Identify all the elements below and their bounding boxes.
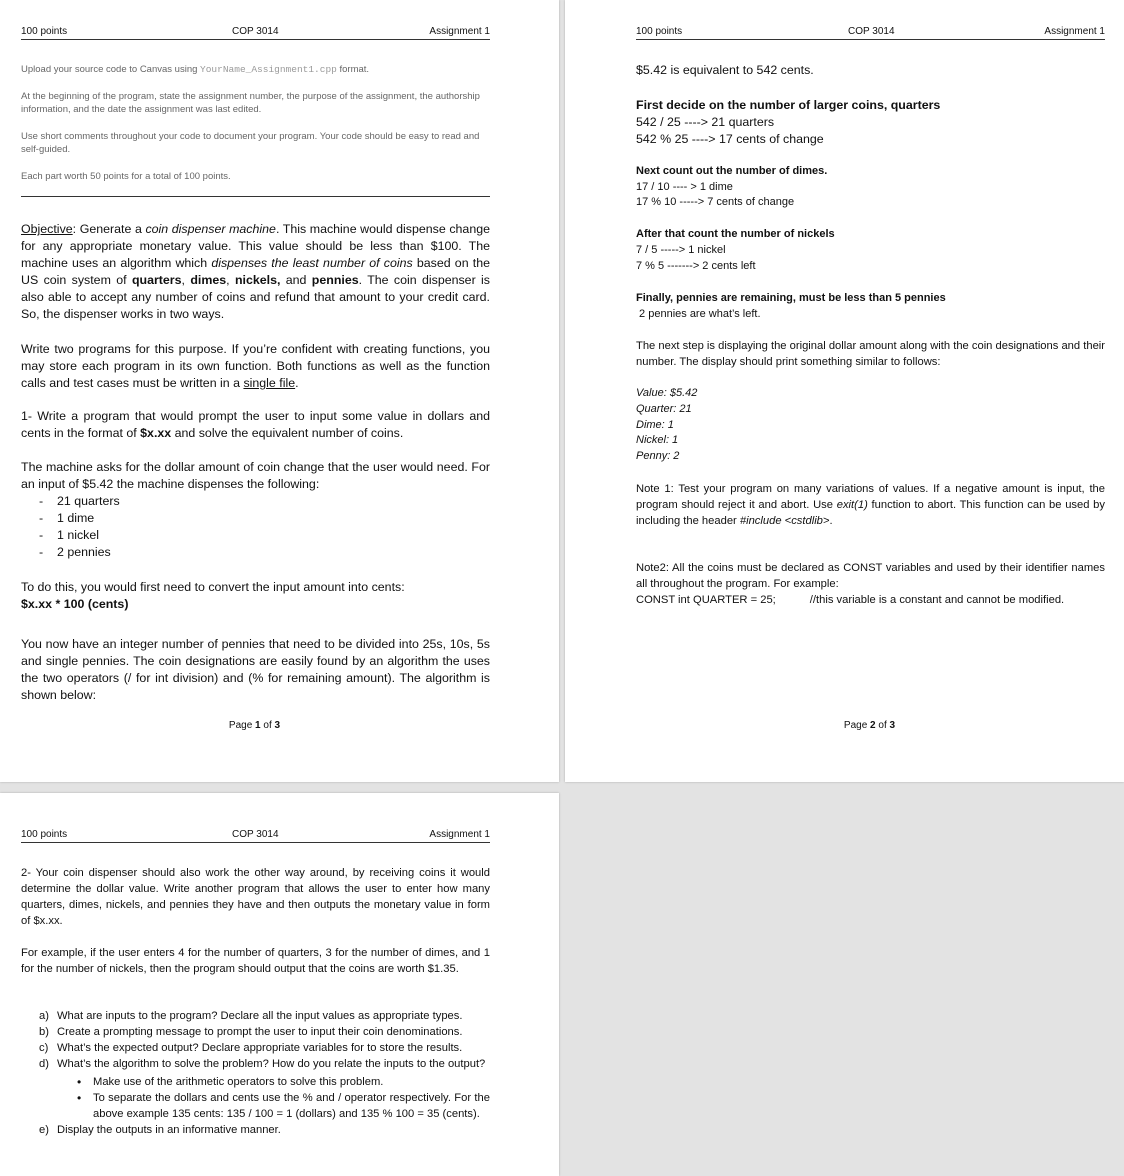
display-line: Penny: 2 xyxy=(636,450,680,463)
section-divider xyxy=(21,196,490,197)
header-course: COP 3014 xyxy=(848,26,895,37)
display-line: Dime: 1 xyxy=(636,418,674,431)
format-emphasis: $x.xx xyxy=(140,426,172,440)
part1-text: and solve the equivalent number of coins. xyxy=(171,426,404,440)
code-comment: //this variable is a constant and cannot be modified. xyxy=(809,594,1065,606)
document-page-1 xyxy=(0,0,559,782)
nickels-line-2: 7 % 5 -------> 2 cents left xyxy=(636,260,756,272)
footer-text: Page xyxy=(843,720,871,731)
dimes-heading: Next count out the number of dimes. xyxy=(636,165,828,177)
objective-text: , xyxy=(226,273,235,287)
list-item: • To separate the dollars and cents use the % and / operator respectively. For the above example 135 cents: 135 / 100 = 1 (dollars) and 135 % 100 = 35 (cents). xyxy=(57,1090,490,1122)
part1-paragraph xyxy=(21,408,490,442)
note2-code-line xyxy=(636,592,1105,608)
note1-text: . xyxy=(829,515,833,527)
note2-paragraph: Note2: All the coins must be declared as CONST variables and used by their identifier names all throughout the program. For example: xyxy=(636,562,1105,590)
dimes-line-1: 17 / 10 ---- > 1 dime xyxy=(636,181,733,193)
list-item xyxy=(21,1040,490,1056)
document-page-2 xyxy=(565,0,1124,782)
write-two-paragraph xyxy=(21,341,490,392)
include-header: #include <cstdlib> xyxy=(739,515,830,527)
objective-text: and xyxy=(280,273,312,287)
formula: $x.xx * 100 (cents) xyxy=(21,597,129,611)
header-assignment: Assignment 1 xyxy=(429,26,490,37)
objective-text: . The coin dispenser is also able to accept any number of coins and refund that amount to your credit card. So, the dispenser works in two ways. xyxy=(21,273,491,321)
objective-text: , xyxy=(181,273,191,287)
objective-paragraph xyxy=(21,221,490,323)
question-text: Display the outputs in an informative manner. xyxy=(57,1124,281,1136)
page-footer xyxy=(590,720,1124,731)
footer-page-total: 3 xyxy=(889,720,896,731)
page-footer xyxy=(0,720,534,731)
pennies-line-1: 2 pennies are what’s left. xyxy=(636,308,761,320)
dispense-list xyxy=(21,493,490,561)
questions-list xyxy=(21,1008,490,1138)
header-course: COP 3014 xyxy=(232,829,279,840)
write-two-text: . xyxy=(295,376,299,390)
question-text: What’s the expected output? Declare appropriate variables for to store the results. xyxy=(57,1042,463,1054)
list-label: c) xyxy=(39,1042,49,1054)
question-text: What are inputs to the program? Declare all the input values as appropriate types. xyxy=(57,1010,463,1022)
equivalent-line: $5.42 is equivalent to 542 cents. xyxy=(636,63,814,77)
list-item: - 2 pennies xyxy=(21,544,490,561)
footer-page-number: 1 xyxy=(255,720,261,731)
example-paragraph: For example, if the user enters 4 for the number of quarters, 3 for the number of dimes, and 1 for the number of nickels, then the program should output that the coins are worth $1.35. xyxy=(21,947,490,975)
coin-nickels: nickels, xyxy=(234,273,281,287)
coin-quarters: quarters xyxy=(131,273,182,287)
part2-paragraph: 2- Your coin dispenser should also work the other way around, by receiving coins it would determine the dollar value. Write another program that allows the user to enter how many quarters, dimes, nickels, and pennies they have and then outputs the monetary value in form of $x.xx. xyxy=(21,867,490,927)
footer-text: of xyxy=(875,720,890,731)
question-text: What’s the algorithm to solve the problem? How do you relate the inputs to the output? xyxy=(57,1058,486,1070)
list-label: d) xyxy=(39,1058,49,1070)
footer-text: Page xyxy=(228,720,256,731)
page-header xyxy=(21,26,490,40)
single-file-emphasis: single file xyxy=(243,376,296,390)
instruction-points: Each part worth 50 points for a total of 100 points. xyxy=(21,171,231,182)
quarters-line-1: 542 / 25 ----> 21 quarters xyxy=(636,115,775,129)
algorithm-hints xyxy=(57,1074,490,1122)
objective-label: Objective xyxy=(21,222,73,236)
objective-emphasis: dispenses the least number of coins xyxy=(211,256,413,270)
note1-paragraph xyxy=(636,481,1105,529)
page-header xyxy=(21,829,490,843)
footer-text: of xyxy=(260,720,275,731)
convert-paragraph: To do this, you would first need to convert the input amount into cents: xyxy=(21,580,405,594)
empty-viewer-area xyxy=(565,793,1124,1176)
display-line: Quarter: 21 xyxy=(636,402,692,415)
objective-emphasis: coin dispenser machine xyxy=(145,222,276,236)
part1-text: 1- Write a program that would prompt the user to input some value in dollars and cents in the format of xyxy=(21,409,490,440)
note1-text: Note 1: Test your program on many variations of values. If a negative amount is input, the program should reject it and abort. Use xyxy=(636,483,1105,511)
display-example xyxy=(636,386,1105,465)
dimes-line-2: 17 % 10 -----> 7 cents of change xyxy=(636,196,795,208)
next-step-paragraph: The next step is displaying the original dollar amount along with the coin designations and their number. The display should print something similar to follows: xyxy=(636,340,1105,368)
list-item: • Make use of the arithmetic operators to solve this problem. xyxy=(57,1074,490,1090)
exit-call: exit(1) xyxy=(836,499,868,511)
instruction-upload xyxy=(21,63,490,76)
coin-pennies: pennies xyxy=(311,273,359,287)
objective-text: : Generate a xyxy=(72,222,146,236)
write-two-text: Write two programs for this purpose. If you’re confident with creating functions, you may store each program in its own function. Both functions as well as the function calls and test cases must be written in a xyxy=(21,342,490,390)
list-item xyxy=(21,1056,490,1122)
page-header xyxy=(636,26,1105,40)
note1-text: function to abort. This function can be used by including the header xyxy=(636,499,1105,527)
pennies-heading: Finally, pennies are remaining, must be less than 5 pennies xyxy=(636,292,946,304)
list-item: - 21 quarters xyxy=(21,493,490,510)
list-item: - 1 dime xyxy=(21,510,490,527)
header-course: COP 3014 xyxy=(232,26,279,37)
integer-paragraph: You now have an integer number of pennies that need to be divided into 25s, 10s, 5s and single pennies. The coin designations are easily found by an algorithm the uses the two operators (/ for int division) and (% for remaining amount). The algorithm is shown below: xyxy=(21,637,490,702)
list-item: - 1 nickel xyxy=(21,527,490,544)
objective-text: . This machine would dispense change for any appropriate monetary value. This value should be less than $100. The machine uses an algorithm which xyxy=(21,222,490,270)
list-label: a) xyxy=(39,1010,49,1022)
display-line: Value: $5.42 xyxy=(636,387,698,399)
quarters-line-2: 542 % 25 ----> 17 cents of change xyxy=(636,132,824,146)
footer-page-total: 3 xyxy=(274,720,281,731)
objective-text: based on the US coin system of xyxy=(21,256,490,287)
header-points: 100 points xyxy=(21,26,68,37)
const-declaration: CONST int QUARTER = 25; xyxy=(636,594,776,606)
machine-asks-paragraph: The machine asks for the dollar amount of coin change that the user would need. For an input of $5.42 the machine dispenses the following: xyxy=(21,460,490,491)
document-page-3 xyxy=(0,793,559,1176)
instruction-comments: Use short comments throughout your code to document your program. Your code should be easy to read and self-guided. xyxy=(21,131,480,155)
list-label: e) xyxy=(39,1124,49,1136)
footer-page-number: 2 xyxy=(870,720,876,731)
display-line: Nickel: 1 xyxy=(636,434,679,447)
list-item xyxy=(21,1122,490,1138)
nickels-line-1: 7 / 5 -----> 1 nickel xyxy=(636,244,726,256)
list-item xyxy=(21,1024,490,1040)
upload-filename: YourName_Assignment1.cpp xyxy=(200,64,337,75)
list-label: b) xyxy=(39,1026,49,1038)
question-text: Create a prompting message to prompt the user to input their coin denominations. xyxy=(57,1026,463,1038)
list-item xyxy=(21,1008,490,1024)
header-assignment: Assignment 1 xyxy=(1044,26,1105,37)
header-points: 100 points xyxy=(636,26,683,37)
quarters-heading: First decide on the number of larger coins, quarters xyxy=(636,98,941,112)
header-points: 100 points xyxy=(21,829,68,840)
coin-dimes: dimes xyxy=(190,273,227,287)
nickels-heading: After that count the number of nickels xyxy=(636,228,835,240)
header-assignment: Assignment 1 xyxy=(429,829,490,840)
upload-text-pre: Upload your source code to Canvas using xyxy=(21,64,201,75)
instruction-beginning: At the beginning of the program, state the assignment number, the purpose of the assignment, the authorship information, and the date the assignment was last edited. xyxy=(21,91,480,115)
upload-text-post: format. xyxy=(336,64,370,75)
